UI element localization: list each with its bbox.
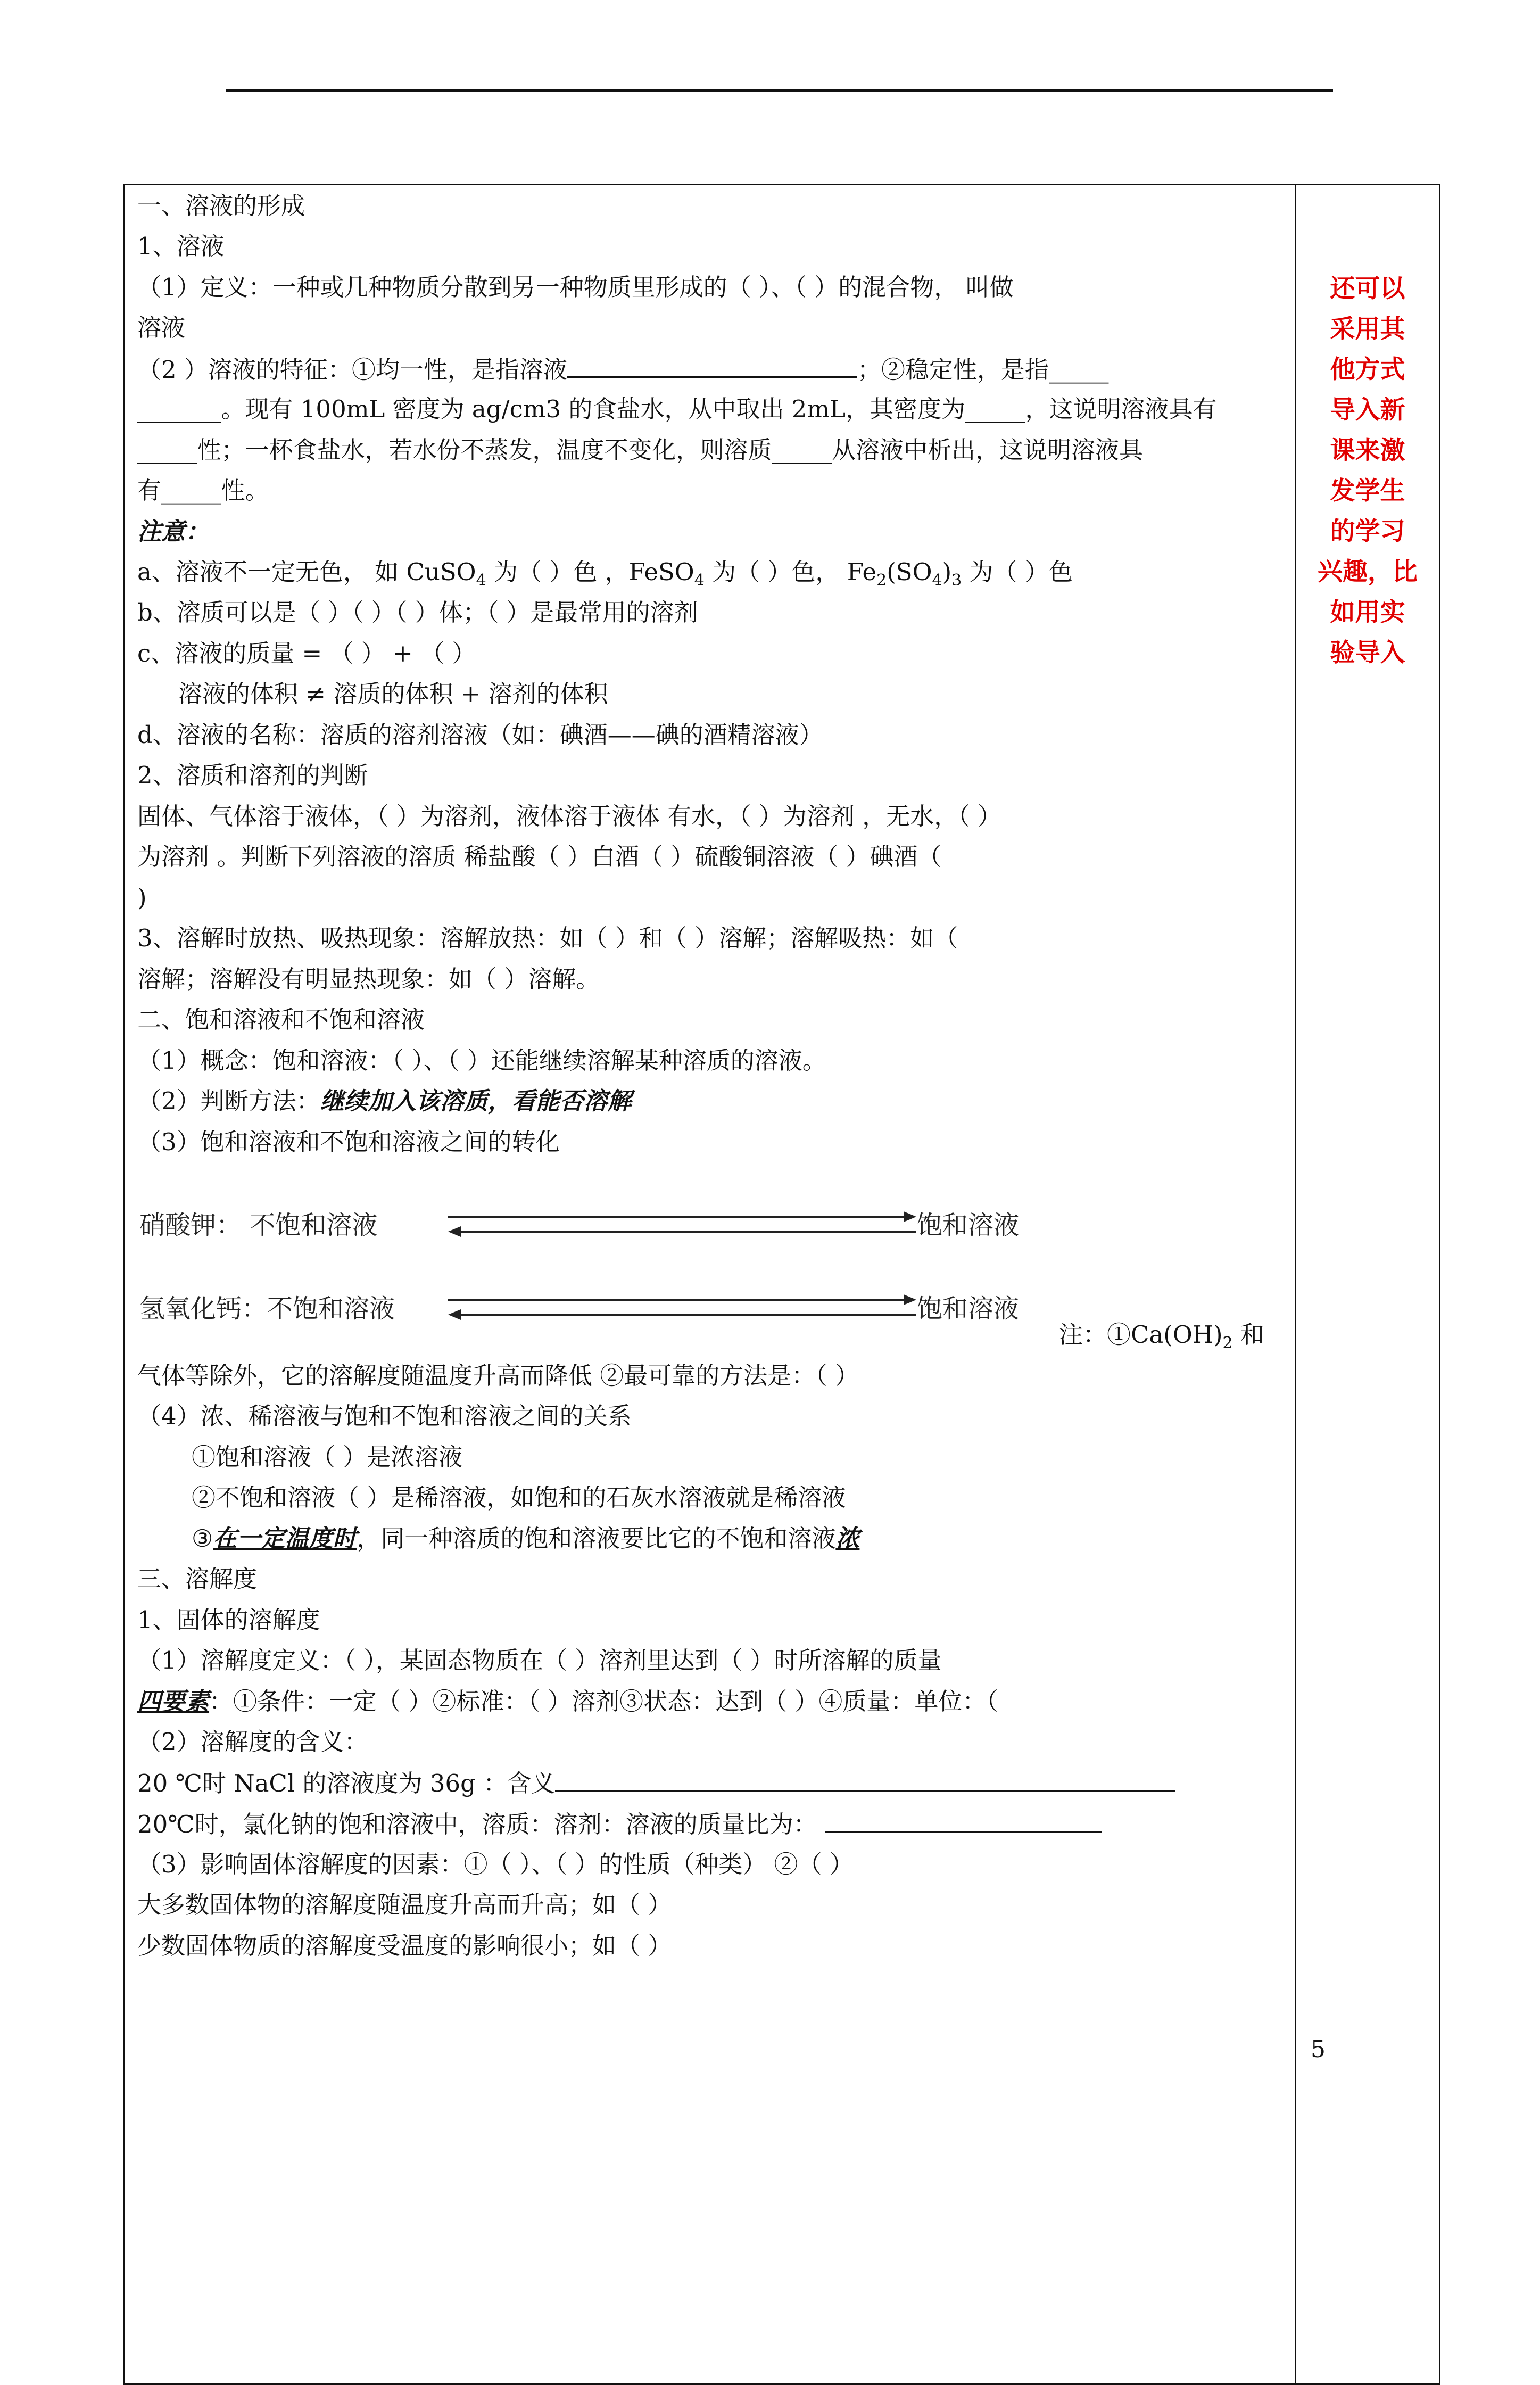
diagram-note [1059, 1319, 1264, 1359]
relation-3 [192, 1523, 859, 1555]
fill-blank [825, 1808, 1102, 1833]
relation-1: ①饱和溶液（ ）是浓溶液 [192, 1443, 463, 1471]
side-note-line: 导入新 [1330, 395, 1405, 425]
relation-3-marker: ③ [192, 1524, 213, 1553]
feature-line-cont: _____性；一杯食盐水，若水份不蒸发，温度不变化，则溶质_____从溶液中析出，这说明溶液具 [137, 436, 1144, 464]
note-a-text: ) [942, 558, 952, 586]
double-arrow-icon [448, 1292, 916, 1322]
side-note-line: 兴趣，比 [1318, 557, 1418, 587]
note-c: c、溶液的质量 = （ ） + （ ） [137, 639, 476, 667]
diagram-note-text: 和 [1232, 1321, 1264, 1349]
judgement-line-cont: ) [137, 884, 147, 912]
relation-3-emphasis: 浓 [835, 1524, 860, 1553]
heat-line: 3、溶解时放热、吸热现象：溶解放热：如（ ）和（ ）溶解；溶解吸热：如（ [137, 924, 958, 952]
factors-line: （3）影响固体溶解度的因素：①（ ）、（ ）的性质（种类） ②（ ） [137, 1850, 854, 1878]
four-elements-text: ：①条件：一定（ ）②标准：（ ）溶剂③状态：达到（ ）④质量：单位：（ [209, 1687, 998, 1715]
side-note-line: 还可以 [1330, 274, 1405, 303]
side-note-line: 课来激 [1330, 436, 1405, 465]
minority-line: 少数固体物质的溶解度受温度的影响很小；如（ ） [137, 1932, 672, 1960]
subscript: 4 [476, 571, 486, 590]
feature-line [137, 353, 1108, 386]
diagram-note-cont: 气体等除外，它的溶解度随温度升高而降低 ②最可靠的方法是：（ ） [137, 1361, 859, 1390]
judgement-line-cont: 为溶剂 。判断下列溶液的溶质 稀盐酸（ ）白酒（ ）硫酸铜溶液（ ）碘酒（ [137, 843, 942, 871]
subscript: 3 [951, 571, 962, 590]
subscript: 2 [1222, 1334, 1233, 1352]
page-number: 5 [1311, 2036, 1326, 2063]
double-arrow-icon [448, 1209, 916, 1239]
note-a-text: a、溶液不一定无色， 如 CuSO [137, 558, 476, 586]
four-elements [137, 1686, 998, 1718]
definition-line-cont: 溶液 [137, 313, 186, 342]
note-a-text: 为（ ）色 [962, 558, 1073, 586]
side-note-line: 他方式 [1330, 355, 1405, 384]
side-note-line: 的学习 [1330, 517, 1405, 546]
feature-text-2: ；②稳定性，是指_____ [857, 356, 1109, 384]
note-c-volume: 溶液的体积 ≠ 溶质的体积 + 溶剂的体积 [178, 680, 608, 708]
subsection-solution: 1、溶液 [137, 232, 225, 260]
side-note [1304, 269, 1431, 673]
side-note-line: 验导入 [1330, 638, 1405, 667]
header-rule [226, 89, 1333, 92]
section-1-title: 一、溶液的形成 [137, 192, 305, 220]
ratio-line [137, 1808, 1102, 1841]
conversion-heading: （3）饱和溶液和不饱和溶液之间的转化 [137, 1128, 560, 1156]
subscript: 2 [876, 571, 887, 590]
feature-line-cont: 有_____性。 [137, 476, 269, 505]
diagram-note-text: 注：①Ca(OH) [1059, 1321, 1223, 1349]
feature-line-cont: _______。现有 100mL 密度为 ag/cm3 的食盐水，从中取出 2mL，其密度为_____，这说明溶液具有 [137, 395, 1217, 423]
meaning-line [137, 1767, 1175, 1800]
judgement-line: 固体、气体溶于液体，（ ）为溶剂，液体溶于液体 有水，（ ）为溶剂 ，无水，（ ） [137, 802, 1002, 830]
diagram-caoh2-right: 饱和溶液 [917, 1294, 1020, 1324]
method-label: （2）判断方法： [137, 1087, 320, 1115]
diagram-kno3-left: 硝酸钾： 不饱和溶液 [139, 1210, 378, 1240]
relation-2: ②不饱和溶液（ ）是稀溶液，如饱和的石灰水溶液就是稀溶液 [192, 1483, 846, 1512]
diagram-kno3-right: 饱和溶液 [917, 1210, 1020, 1240]
fill-blank [555, 1767, 1175, 1792]
content-cell [123, 184, 1296, 2385]
relation-3-text: ，同一种溶质的饱和溶液要比它的不饱和溶液 [357, 1524, 836, 1553]
note-a-text: 为（ ）色 ，FeSO [486, 558, 694, 586]
majority-line: 大多数固体物的溶解度随温度升高而升高；如（ ） [137, 1891, 672, 1919]
feature-text: （2 ）溶液的特征：①均一性，是指溶液 [137, 356, 567, 384]
note-d: d、溶液的名称：溶质的溶剂溶液（如：碘酒——碘的酒精溶液） [137, 721, 823, 749]
meaning-heading: （2）溶解度的含义： [137, 1728, 368, 1756]
note-a [137, 556, 1073, 597]
relation-3-emphasis: 在一定温度时 [213, 1524, 357, 1553]
section-3-title: 三、溶解度 [137, 1565, 258, 1593]
ratio-text: 20℃时，氯化钠的饱和溶液中，溶质：溶剂：溶液的质量比为： [137, 1810, 817, 1838]
subsection-solid-solubility: 1、固体的溶解度 [137, 1606, 320, 1634]
subscript: 4 [694, 571, 705, 590]
relation-heading: （4）浓、稀溶液与饱和不饱和溶液之间的关系 [137, 1402, 632, 1430]
section-2-title: 二、饱和溶液和不饱和溶液 [137, 1005, 425, 1034]
solubility-definition: （1）溶解度定义：（ ），某固态物质在（ ）溶剂里达到（ ）时所溶解的质量 [137, 1646, 942, 1674]
note-a-text: 为（ ）色， Fe [704, 558, 877, 586]
heat-line-cont: 溶解；溶解没有明显热现象：如（ ）溶解。 [137, 965, 600, 993]
note-heading: 注意： [137, 517, 210, 546]
fill-blank [567, 353, 857, 378]
side-note-line: 采用其 [1330, 315, 1405, 344]
subscript: 4 [932, 571, 942, 590]
method-text: 继续加入该溶质，看能否溶解 [320, 1087, 632, 1115]
side-note-line: 如用实 [1330, 598, 1405, 627]
definition-line: （1）定义：一种或几种物质分散到另一种物质里形成的（ ）、（ ）的混合物， 叫做 [137, 273, 1014, 301]
note-b: b、溶质可以是（ ）（ ）（ ）体；（ ）是最常用的溶剂 [137, 598, 698, 626]
note-a-text: (SO [887, 558, 932, 586]
subsection-judgement: 2、溶质和溶剂的判断 [137, 761, 368, 789]
meaning-text: 20 ℃时 NaCl 的溶液度为 36g ：含义 [137, 1769, 556, 1797]
diagram-caoh2-left: 氢氧化钙：不饱和溶液 [139, 1294, 395, 1324]
side-note-line: 发学生 [1330, 476, 1405, 506]
method-line [137, 1085, 632, 1117]
concept-line: （1）概念：饱和溶液：（ ）、（ ）还能继续溶解某种溶质的溶液。 [137, 1046, 826, 1075]
four-elements-label: 四要素 [137, 1687, 210, 1715]
